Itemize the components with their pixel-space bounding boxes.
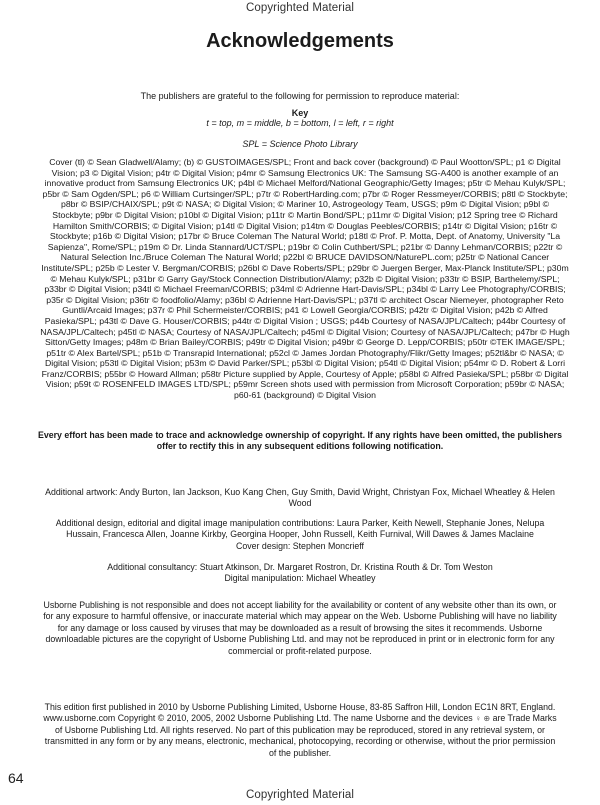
copyright-watermark-bottom: Copyrighted Material <box>245 789 355 801</box>
key-legend: t = top, m = middle, b = bottom, l = left, r = right <box>206 118 394 128</box>
usborne-devices-icon: ♀ ⊕ <box>475 714 491 724</box>
additional-design: Additional design, editorial and digital image manipulation contributions: Laura Parker, Keith Newell, Stephanie Jones, Nelupa Hussain, Francesca Allen, Joanne Kirkby, Georgina Hooper, John Russell, Keith Furnival, Will Dawes & James Maclaine <box>55 518 545 540</box>
key-label: Key <box>291 108 309 118</box>
intro-text: The publishers are grateful to the following for permission to reproduce material: <box>140 91 460 101</box>
copyright-notice: Every effort has been made to trace and acknowledge ownership of copyright. If any rights have been omitted, the publishers offer to rectify this in any subsequent editions following notification. <box>37 430 563 451</box>
additional-artwork: Additional artwork: Andy Burton, Ian Jackson, Kuo Kang Chen, Guy Smith, David Wright, Christyan Fox, Michael Wheatley & Helen Wood <box>45 487 555 509</box>
cover-design: Cover design: Stephen Moncrieff <box>236 540 364 551</box>
additional-consultancy: Additional consultancy: Stuart Atkinson, Dr. Margaret Rostron, Dr. Kristina Routh & Dr. Tom Weston <box>107 562 493 572</box>
additional-consultancy-block <box>40 562 560 585</box>
additional-design-block <box>40 518 560 552</box>
page-title: Acknowledgements <box>206 30 394 52</box>
photo-credits: Cover (tl) © Sean Gladwell/Alamy; (b) © GUSTOIMAGES/SPL; Front and back cover (background) © Paul Wootton/SPL; p1 © Digital Vision; p3 © Digital Vision; p4tr © Digital Vision; p4mr © Samsung Electronics UK: The Samsung SG-A400 is another example of an innovative product from Samsung Electronics UK; p4bl © Michael Melford/National Geographic/Getty Images; p5tr © Mehau Kulyk/SPL; p5br © Sam Ogden/SPL; p6 © William Curtsinger/SPL; p7tr © RobertHarding.com; p7br © Roger Ressmeyer/CORBIS; p8tl © Stockbyte; p8br © BSIP/CHAIX/SPL; p9t © NASA; © Digital Vision; © Mariner 10, Astrogeology Team, USGS; p9m © Digital Vision; p9bl © Stockbyte; p9br © Digital Vision; p10bl © Digital Vision; p11tr © Martin Bond/SPL; p11mr © Digital Vision; p12 Spring tree © Richard Hamilton Smith/CORBIS; © Digital Vision; p14tl © Digital Vision; p14tm © Douglas Peebles/CORBIS; p14tr © Digital Vision; p16tr © Stockbyte; p16b © Digital Vision; p17br © Bruce Coleman The Natural World; p18tl © Prof. P. Motta, Dept. of Anatomy, University "La Sapienza", Rome/SPL; p19m © Dr. Linda Stannard/UCT/SPL; p19br © Colin Cuthbert/SPL; p21br © Danny Lehman/CORBIS; p22tr © Natural Selection Inc./Bruce Coleman The Natural World; p22bl © BRUCE DAVIDSON/NaturePL.com; p25tr © National Cancer Institute/SPL; p25b © Lester V. Bergman/CORBIS; p26bl © Dave Roberts/SPL; p29br © Juergen Berger, Max-Planck Institute/SPL; p30m © Mehau Kulyk/SPL; p31br © Garry Gay/Stock Connection Distribution/Alamy; p32b © Digital Vision; p33tr © BSIP, Barthelemy/SPL; p33br © Digital Vision; p34tl © Michael Freeman/CORBIS; p34ml © Adrienne Hart-Davis/SPL; p34bl © Larry Lee Photography/CORBIS; p35r © Digital Vision; p36tr © foodfolio/Alamy; p36bl © Adrienne Hart-Davis/SPL; p37tl © architect Oscar Niemeyer, photographer Reto Guntli/Arcaid Images; p37r © Phil Schermeister/CORBIS; p41 © Lowell Georgia/CORBIS; p42tr © Digital Vision; p42b © Alfred Pasieka/SPL; p43tl © Dave G. Houser/CORBIS; p44tr © Digital Vision ; USGS; p44b Courtesy of NASA/JPL/Caltech; p44br Courtesy of NASA/JPL/Caltech; p45tl © NASA; Courtesy of NASA/JPL/Caltech; p45ml © Digital Vision; Courtesy of NASA/JPL/Caltech; p47br © Hugh Sitton/Getty Images; p48m © Brian Bailey/CORBIS; p49tr © Digital Vision; p49br © George D. Lepp/CORBIS; p50tr ©TEK IMAGE/SPL; p51tr © Alex Bartel/SPL; p51b © Transrapid International; p52cl © James Jordan Photography/Flikr/Getty Images; p52tl&br © NASA; © Digital Vision; p53tl © Digital Vision; p53m © David Parker/SPL; p53bl © Digital Vision; p54tl © Digital Vision; p54mr © D. Robert & Lorri Franz/CORBIS; p55br © Howard Allman; p58tr Picture supplied by Apple, Courtesy of Apple; p58bl © Alfred Pasieka/SPL; p58br © Digital Vision; p59t © ROSENFELD IMAGES LTD/SPL; p59mr Screen shots used with permission from Microsoft Corporation; p59br © NASA; p60-61 (background) © Digital Vision <box>40 157 570 401</box>
usborne-disclaimer: Usborne Publishing is not responsible and does not accept liability for the availability or content of any website other than its own, or for any exposure to harmful offensive, or inaccurate material which may appear on the Web. Usborne Publishing will have no liability for any damage or loss caused by viruses that may be downloaded as a result of browsing the sites it recommends. Usborne downloadable pictures are the copyright of Usborne Publishing Ltd. and may not be reproduced in print or in electronic form for any commercial or profit-related purpose. <box>43 600 557 656</box>
copyright-watermark-top: Copyrighted Material <box>245 2 355 14</box>
spl-legend: SPL = Science Photo Library <box>242 139 358 149</box>
edition-info <box>40 702 560 759</box>
edition-text-part1: This edition first published in 2010 by Usborne Publishing Limited, Usborne House, 83-85 Saffron Hill, London EC1N 8RT, England. www.usborne.com Copyright © 2010, 2005, 2002 Usborne Publishing Ltd. The name Usborne and the devices <box>43 702 556 724</box>
edition-text-part2: are Trade Marks of Usborne Publishing Ltd. All rights reserved. No part of this publication may be reproduced, stored in any retrieval system, or transmitted in any form or by any means, electronic, mechanical, photocopying, recording or otherwise, without the prior permission of the publisher. <box>44 713 557 758</box>
page-number: 64 <box>8 770 24 786</box>
digital-manipulation: Digital manipulation: Michael Wheatley <box>224 573 376 584</box>
